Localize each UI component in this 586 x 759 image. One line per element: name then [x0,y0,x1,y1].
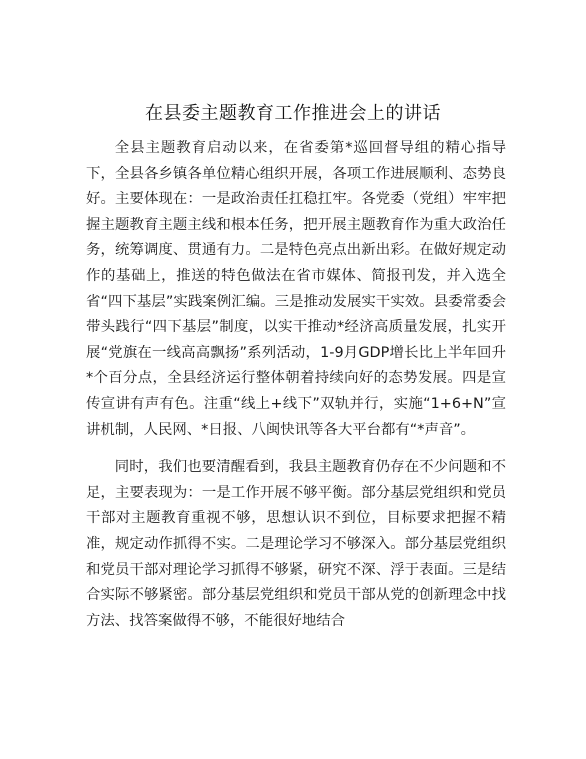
document-body [86,136,506,634]
paragraph-achievements: 全县主题教育启动以来，在省委第*巡回督导组的精心指导下，全县各乡镇各单位精心组织开展，各项工作进展顺利、态势良好。主要体现在：一是政治责任扛稳扛牢。各党委（党组）牢牢把握主题教育主题主线和根本任务，把开展主题教育作为重大政治任务，统筹调度、贯通有力。二是特色亮点出新出彩。在做好规定动作的基础上，推送的特色做法在省市媒体、简报刊发，并入选全省“四下基层”实践案例汇编。三是推动发展实干实效。县委常委会带头践行“四下基层”制度，以实干推动*经济高质量发展，扎实开展“党旗在一线高高飘扬”系列活动，1-9月GDP增长比上半年回升*个百分点，全县经济运行整体朝着持续向好的态势发展。四是宣传宣讲有声有色。注重“线上+线下”双轨并行，实施“1+6+N”宣讲机制，人民网、*日报、八闽快讯等各大平台都有“*声音”。 [86,140,506,438]
paragraph-problems: 同时，我们也要清醒看到，我县主题教育仍存在不少问题和不足，主要表现为：一是工作开展不够平衡。部分基层党组织和党员干部对主题教育重视不够，思想认识不到位，目标要求把握不精准，规定动作抓得不实。二是理论学习不够深入。部分基层党组织和党员干部对理论学习抓得不够紧，研究不深、浮于表面。三是结合实际不够紧密。部分基层党组织和党员干部从党的创新理念中找方法、找答案做得不够，不能很好地结合 [86,459,506,629]
document-title: 在县委主题教育工作推进会上的讲话 [145,103,441,124]
